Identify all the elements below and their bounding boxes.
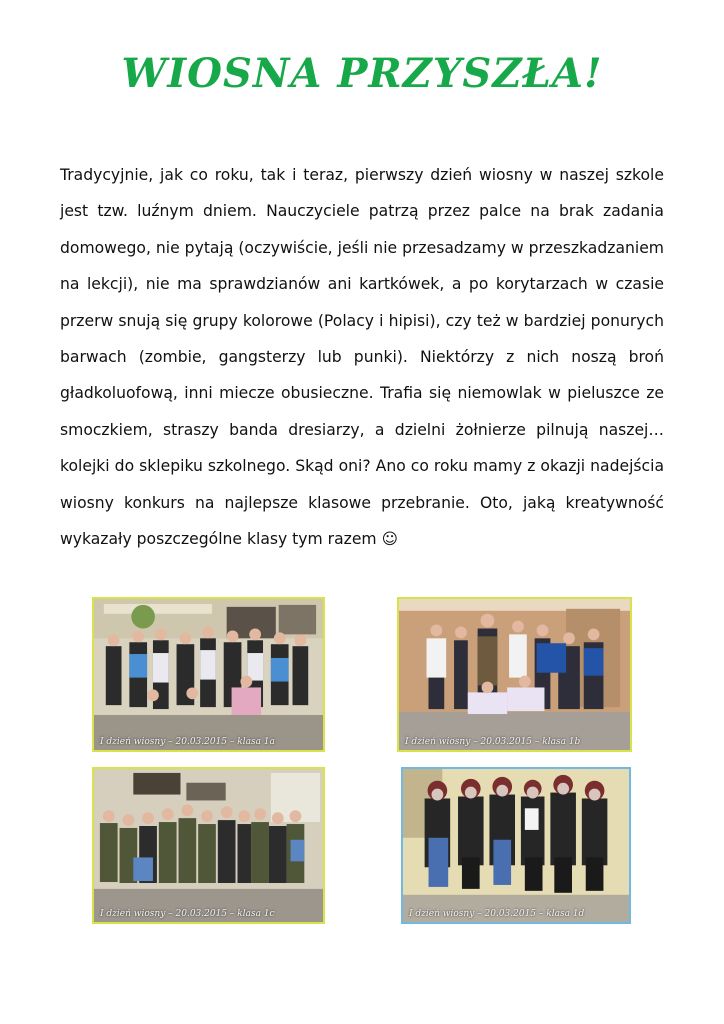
group-photo-image <box>94 769 323 923</box>
group-photo-image <box>403 769 629 923</box>
photo-caption: I dzień wiosny – 20.03.2015 – klasa 1c <box>100 909 275 919</box>
group-photo-image <box>94 599 323 751</box>
class-photo-1c <box>92 767 325 924</box>
class-photo-1d <box>401 767 631 924</box>
class-photo-1a <box>92 597 325 752</box>
article-paragraph: Tradycyjnie, jak co roku, tak i teraz, pierwszy dzień wiosny w naszej szkole jest tzw. luźnym dniem. Nauczyciele patrzą przez palce na brak zadania domowego, nie pytają (oczywiście, jeśli nie przesadzamy w przeszkadzaniem na lekcji), nie ma sprawdzianów ani kartkówek, a po korytarzach w czasie przerw snują się grupy kolorowe (Polacy i hipisi), czy też w bardziej ponurych barwach (zombie, gangsterzy lub punki). Niektórzy z nich noszą broń gładkoluofową, inni miecze obusieczne. Trafia się niemowlak w pieluszce ze smoczkiem, straszy banda dresiarzy, a dzielni żołnierze pilnują naszej… kolejki do sklepiku szkolnego. Skąd oni? Ano co roku mamy z okazji nadejścia wiosny konkurs na najlepsze klasowe przebranie. Oto, jaką kreatywność wykazały poszczególne klasy tym razem ☺ <box>60 166 664 549</box>
photo-caption: I dzień wiosny – 20.03.2015 – klasa 1b <box>405 737 581 747</box>
photo-caption: I dzień wiosny – 20.03.2015 – klasa 1d <box>409 909 585 919</box>
group-photo-image <box>399 599 630 751</box>
photo-caption: I dzień wiosny – 20.03.2015 – klasa 1a <box>100 737 275 747</box>
page-title: WIOSNA PRZYSZŁA! <box>121 50 603 97</box>
class-photo-1b <box>397 597 632 752</box>
